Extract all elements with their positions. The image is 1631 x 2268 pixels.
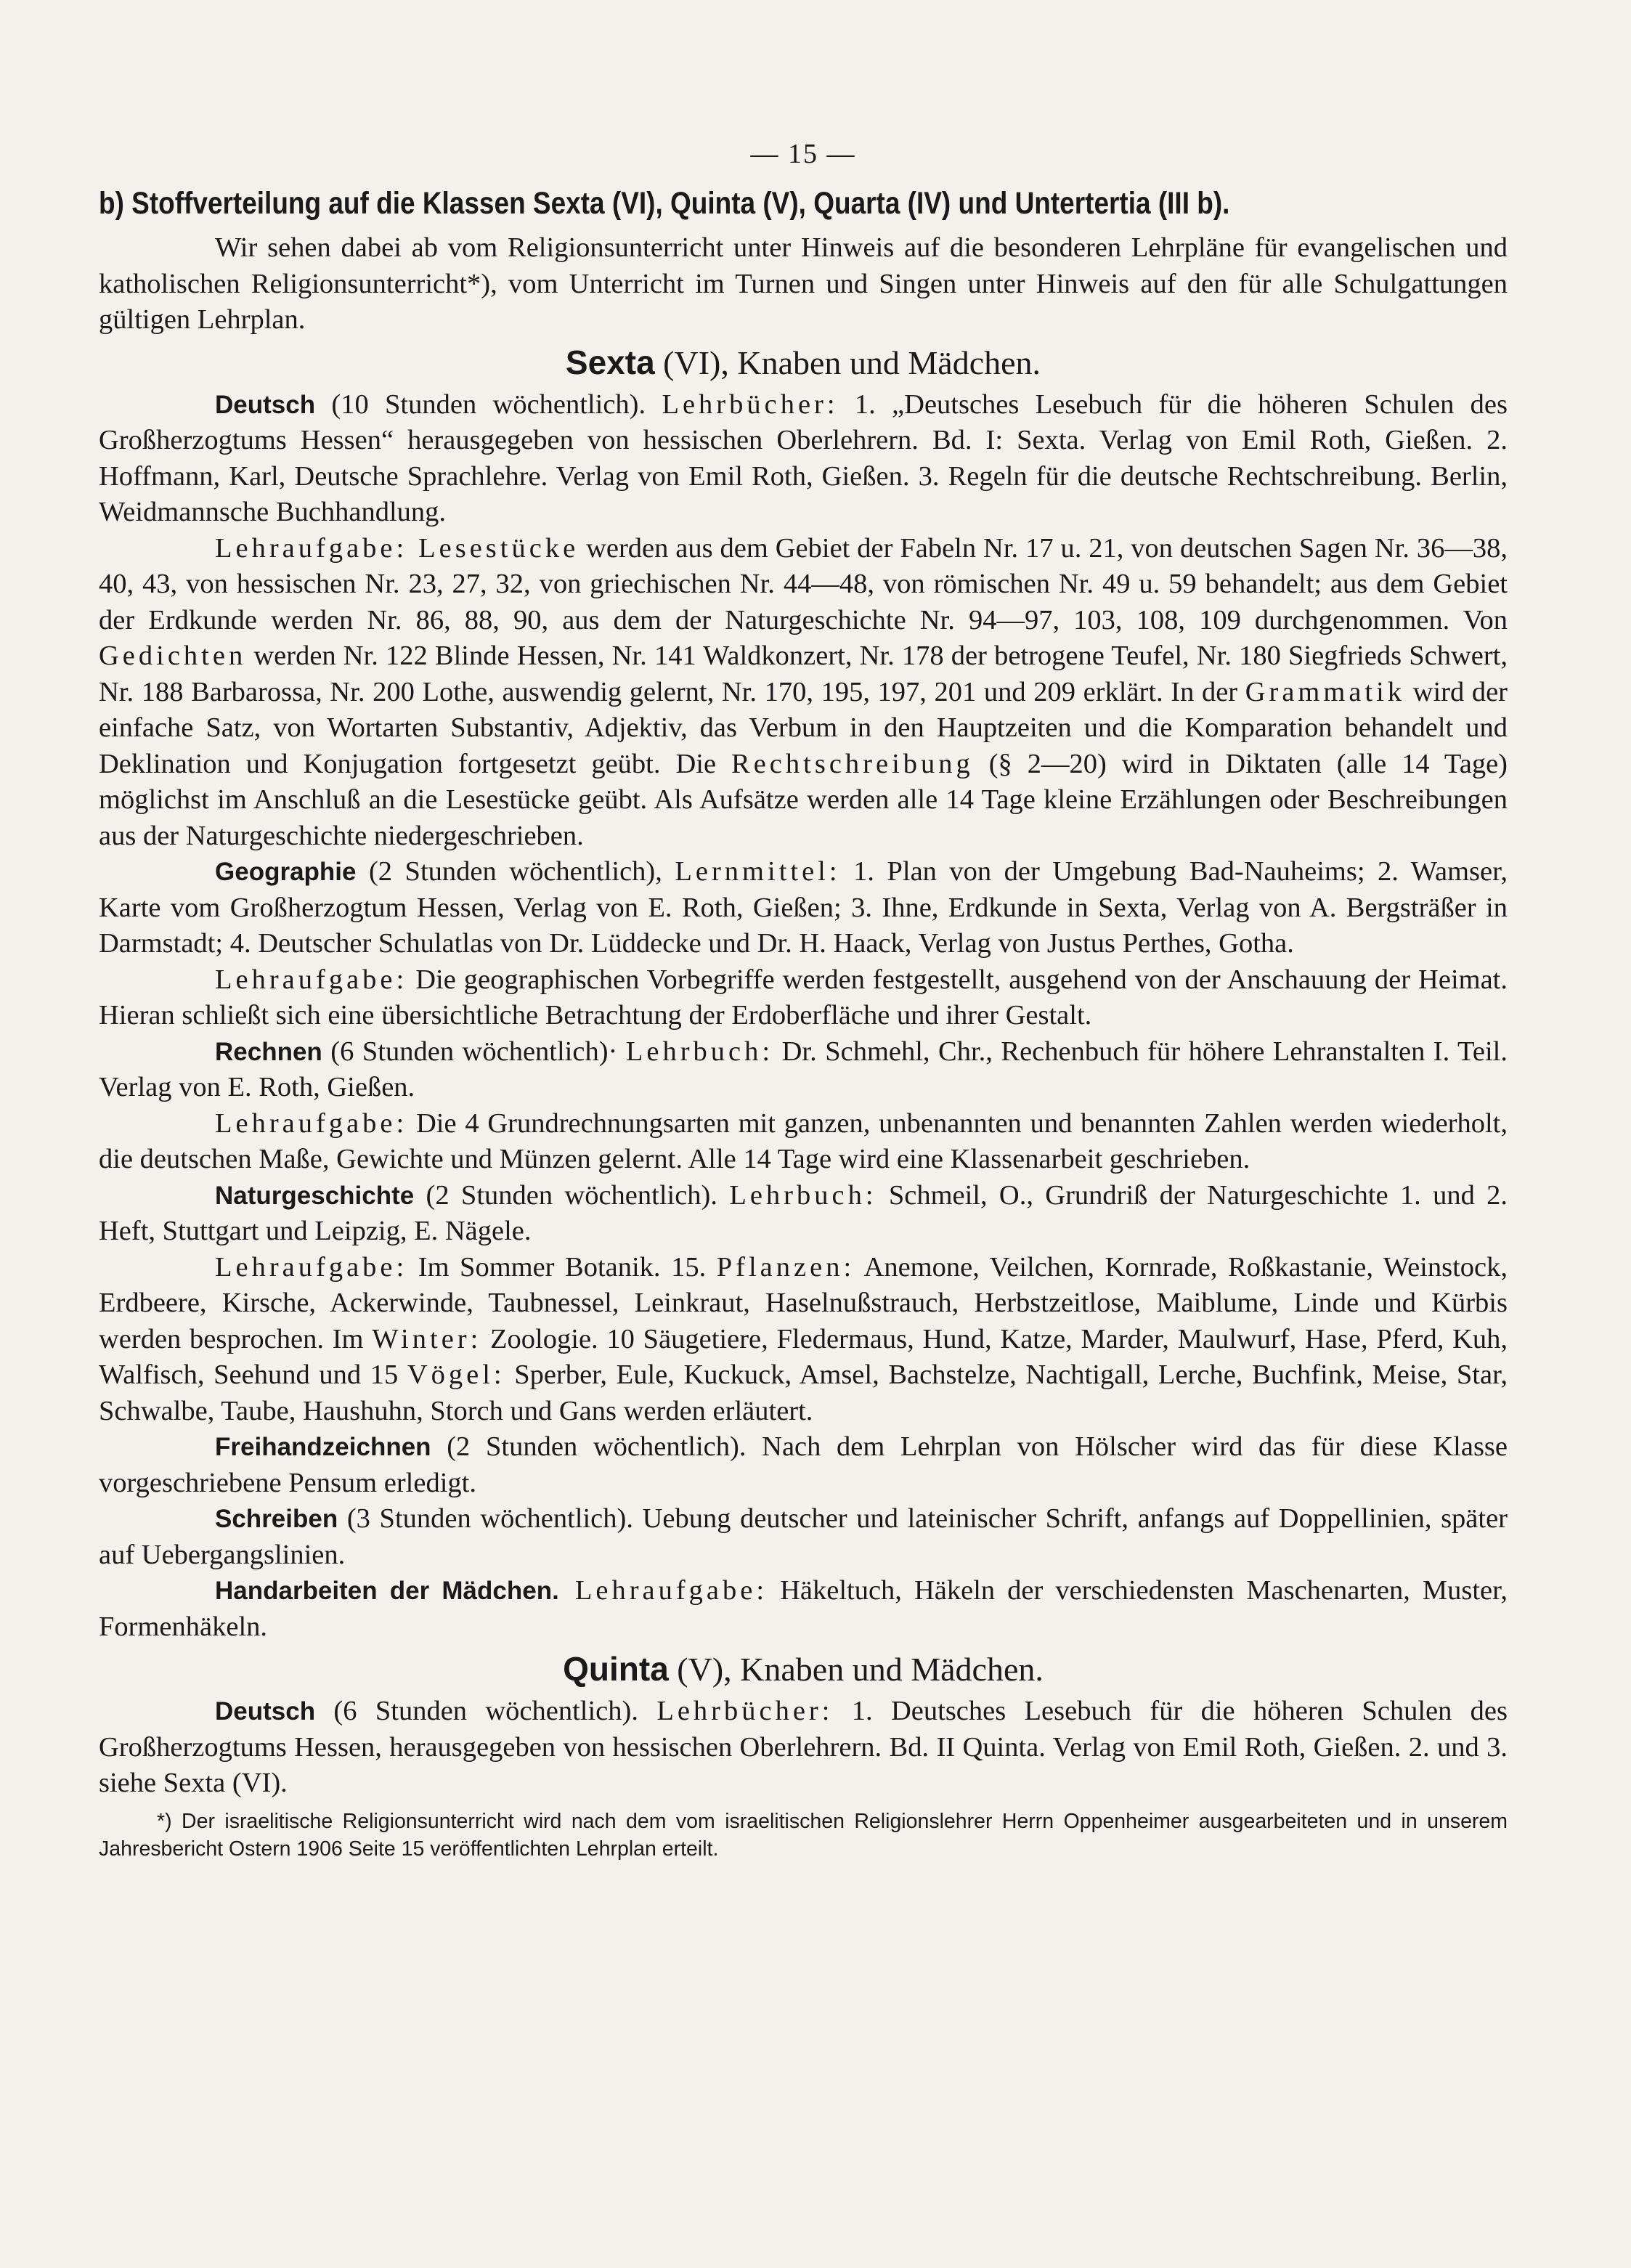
subject-title: Freihandzeichnen [215,1433,431,1461]
sexta-schreiben-paragraph [99,1501,1508,1573]
spaced-label: Lehraufgabe: [215,964,408,995]
subject-hours: (6 Stunden wöchentlich)· [322,1036,626,1067]
paragraph-text: werden Nr. 122 Blinde Hessen, Nr. 141 Waldkonzert, Nr. 178 der betrogene Teufel, Nr. 180 Siegfrieds Schwert, Nr. 188 Barbarossa, Nr. 200 Lothe, auswendig gelernt, Nr. 170, 195, 197, 201 und 209 erklärt. In der [99,641,1508,707]
spaced-label: Winter: [372,1323,482,1354]
paragraph-text: wird der einfache Satz, von Wortarten Substantiv, Adjektiv, das Verbum in den Hauptzeiten und die Komparation behandelt und Deklination und Konjugation fortgesetzt geübt. Die [99,676,1508,779]
subject-title: Geographie [215,858,357,886]
paragraph-text: Zoologie. 10 Säugetiere, Fledermaus, Hund, Katze, Marder, Maulwurf, Hase, Pferd, Kuh, Walfisch, Seehund und 15 [99,1323,1508,1390]
spaced-label: Rechtschreibung [731,748,974,779]
subject-hours: (2 Stunden wöchentlich), [356,856,675,887]
quinta-heading-bold: Quinta [563,1650,669,1688]
paragraph-text: werden aus dem Gebiet der Fabeln Nr. 17 u. 21, von deutschen Sagen Nr. 36—38, 40, 43, von hessischen Nr. 23, 27, 32, von griechischen Nr. 44—48, von römischen Nr. 49 u. 59 behandelt; aus dem Gebiet der Erdkunde werden Nr. 86, 88, 90, aus dem der Naturgeschichte Nr. 94—97, 103, 108, 109 durchgenommen. Von [99,532,1508,635]
intro-paragraph: Wir sehen dabei ab vom Religionsunterricht unter Hinweis auf die besonderen Lehrpläne für evangelischen und katholischen Religionsunterricht*), vom Unterricht im Turnen und Singen unter Hinweis auf den für alle Schulgattungen gültigen Lehrplan. [99,232,1508,335]
quinta-deutsch-paragraph [99,1694,1508,1802]
subject-title: Deutsch [215,390,316,419]
subject-title: Schreiben [215,1505,338,1533]
subject-title: Naturgeschichte [215,1181,415,1210]
paragraph-text: 1. Plan von der Umgebung Bad-Nauheims; 2. Wamser, Karte vom Großherzogtum Hessen, Verlag von E. Roth, Gießen; 3. Ihne, Erdkunde in Sexta, Verlag von A. Bergsträßer in Darmstadt; 4. Deutscher Schulatlas von Dr. Lüddecke und Dr. H. Haack, Verlag von Justus Perthes, Gotha. [99,856,1508,959]
quinta-heading [99,1648,1508,1691]
spaced-label: Lehraufgabe: [215,1251,408,1283]
subject-title: Rechnen [215,1037,322,1066]
paragraph-text: (2 Stunden wöchentlich). Nach dem Lehrplan von Hölscher wird das für diese Klasse vorgeschriebene Pensum erledigt. [99,1431,1508,1498]
sexta-deutsch-lehraufgabe [99,531,1508,855]
paragraph-text: Die geographischen Vorbegriffe werden festgestellt, ausgehend von der Anschauung der Heimat. Hieran schließt sich eine übersichtliche Betrachtung der Erdoberfläche und ihrer Gestalt. [99,964,1508,1031]
sexta-geographie-paragraph [99,854,1508,962]
sexta-heading-bold: Sexta [565,343,655,381]
footnote [99,1808,1508,1863]
spaced-label: Grammatik [1245,676,1406,707]
sexta-heading-rest: (VI), Knaben und Mädchen. [654,344,1041,381]
subject-hours: (10 Stunden wöchentlich). [315,389,662,420]
subject-hours: (6 Stunden wöchentlich). [315,1696,657,1726]
sexta-deutsch-paragraph [99,387,1508,531]
spaced-label: Lehrbücher: [656,1696,834,1726]
paragraph-text: Schmeil, O., Grundriß der Naturgeschichte 1. und 2. Heft, Stuttgart und Leipzig, E. Nägele. [99,1179,1508,1246]
spaced-label: Pflanzen: [716,1251,855,1283]
spaced-label: Lehrbücher: [662,389,839,420]
paragraph-text: 1. Deutsches Lesebuch für die höheren Schulen des Großherzogtums Hessen, herausgegeben von hessischen Oberlehrern. Bd. II Quinta. Verlag von Emil Roth, Gießen. 2. und 3. siehe Sexta (VI). [99,1696,1508,1798]
paragraph-text: (§ 2—20) wird in Diktaten (alle 14 Tage) möglichst im Anschluß an die Lesestücke geübt. Als Aufsätze werden alle 14 Tage kleine Erzählungen oder Beschreibungen aus der Naturgeschichte niedergeschrieben. [99,748,1508,851]
paragraph-text: Häkeltuch, Häkeln der verschiedensten Maschenarten, Muster, Formenhäkeln. [99,1575,1508,1642]
footnote-text: *) Der israelitische Religionsunterricht wird nach dem vom israelitischen Religionslehrer Herrn Oppenheimer ausgearbeiteten und in unserem Jahresbericht Ostern 1906 Seite 15 veröffentlichten Lehrplan erteilt. [99,1809,1508,1861]
paragraph-text: Die 4 Grundrechnungsarten mit ganzen, unbenannten und benannten Zahlen werden wiederholt, die deutschen Maße, Gewichte und Münzen gelernt. Alle 14 Tage wird eine Klassenarbeit geschrieben. [99,1107,1508,1174]
paragraph-text: (3 Stunden wöchentlich). Uebung deutscher und lateinischer Schrift, anfangs auf Doppellinien, später auf Uebergangslinien. [99,1503,1508,1570]
paragraph-text: Anemone, Veilchen, Kornrade, Roßkastanie, Weinstock, Erdbeere, Kirsche, Ackerwinde, Taubnessel, Leinkraut, Haselnußstrauch, Herbstzeitlose, Maiblume, Linde und Kürbis werden besprochen. Im [99,1251,1508,1354]
spaced-label: Lehrbuch: [729,1179,877,1211]
sexta-handarbeit-paragraph [99,1573,1508,1645]
sexta-freihand-paragraph [99,1429,1508,1501]
paragraph-text: Im Sommer Botanik. 15. [407,1251,717,1283]
spaced-label: Gedichten [99,641,247,671]
subject-title: Handarbeiten der Mädchen. [215,1577,559,1605]
spaced-label: Lehrbuch: [625,1036,774,1067]
spaced-label: Lehraufgabe: [558,1575,768,1606]
subject-title: Deutsch [215,1697,316,1726]
sexta-rechnen-paragraph [99,1034,1508,1106]
spaced-label: Lesestücke [407,532,579,564]
sexta-geographie-lehraufgabe [99,962,1508,1034]
subject-hours: (2 Stunden wöchentlich). [414,1179,730,1211]
page-number: — 15 — [750,139,856,169]
paragraph-text: 1. „Deutsches Lesebuch für die höheren Schulen des Großherzogtums Hessen“ herausgegeben von hessischen Oberlehrern. Bd. I: Sexta. Verlag von Emil Roth, Gießen. 2. Hoffmann, Karl, Deutsche Sprachlehre. Verlag von Emil Roth, Gießen. 3. Regeln für die deutsche Rechtschreibung. Berlin, Weidmannsche Buchhandlung. [99,389,1508,527]
sexta-naturgeschichte-lehraufgabe [99,1250,1508,1430]
footnote-spacer [99,1802,1508,1808]
section-heading: b) Stoffverteilung auf die Klassen Sexta (VI), Quinta (V), Quarta (IV) und Untertertia (III b). [99,186,1230,221]
sexta-naturgeschichte-paragraph [99,1178,1508,1250]
sexta-rechnen-lehraufgabe [99,1106,1508,1178]
spaced-label: Vögel: [407,1359,505,1390]
page [99,138,1508,1863]
quinta-heading-rest: (V), Knaben und Mädchen. [668,1651,1044,1688]
sexta-heading [99,341,1508,384]
paragraph-text: Dr. Schmehl, Chr., Rechenbuch für höhere Lehranstalten I. Teil. Verlag von E. Roth, Gießen. [99,1036,1508,1102]
spaced-label: Lehraufgabe: [215,532,408,564]
spaced-label: Lernmittel: [675,856,841,887]
paragraph-text: Sperber, Eule, Kuckuck, Amsel, Bachstelze, Nachtigall, Lerche, Buchfink, Meise, Star, Schwalbe, Taube, Haushuhn, Storch und Gans werden erläutert. [99,1359,1508,1426]
spaced-label: Lehraufgabe: [215,1107,408,1139]
